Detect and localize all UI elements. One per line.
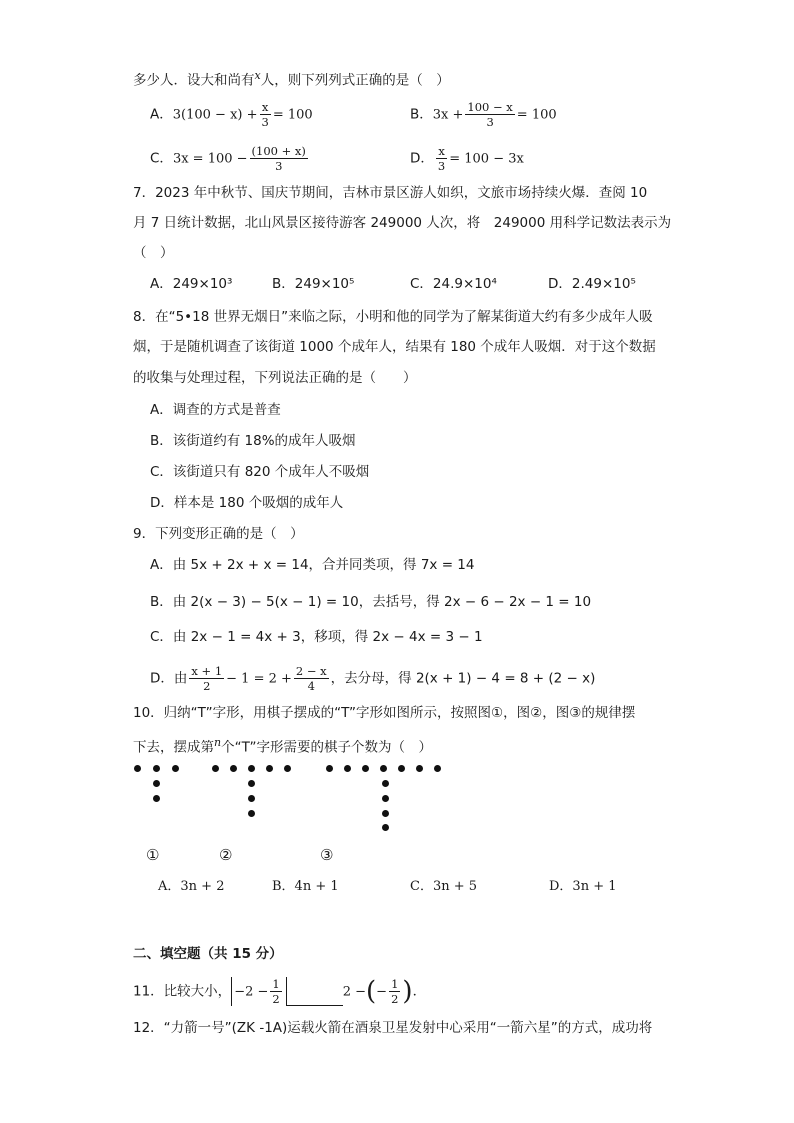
q10-option-d: D．3n + 1 bbox=[549, 879, 617, 894]
figure-label-2: ② bbox=[219, 846, 233, 864]
chess-piece bbox=[326, 765, 333, 772]
chess-piece bbox=[380, 765, 387, 772]
q9-option-d: D．由 $\frac{x + 1}{2}$ − 1 = 2 + $\frac{2 - x}{4}$ ，去分母，得 2(x + 1) − 4 = 8 + (2 − x) bbox=[150, 664, 596, 693]
chess-piece bbox=[434, 765, 441, 772]
figure-label-3: ③ bbox=[320, 846, 334, 864]
answer-blank[interactable] bbox=[287, 991, 343, 1006]
q10-option-a: A．3n + 2 bbox=[158, 879, 225, 894]
q10-option-c: C．3n + 5 bbox=[410, 879, 478, 894]
section-title: 二、填空题（共 15 分） bbox=[133, 946, 283, 962]
chess-piece bbox=[230, 765, 237, 772]
chess-piece bbox=[416, 765, 423, 772]
q8-option-a: A．调查的方式是普查 bbox=[150, 402, 281, 418]
chess-piece bbox=[266, 765, 273, 772]
q7-line-1: 7．2023 年中秋节、国庆节期间，吉林市景区游人如织，文旅市场持续火爆．查阅 10 bbox=[133, 185, 648, 201]
chess-piece bbox=[248, 780, 255, 787]
q8-option-b: B．该街道约有 18%的成年人吸烟 bbox=[150, 433, 356, 449]
q6-option-c: C．3x = 100 − $\frac{(100 + x)}{3}$ bbox=[150, 144, 306, 173]
chess-piece bbox=[153, 780, 160, 787]
q9-stem: 9．下列变形正确的是（ ） bbox=[133, 526, 304, 542]
q7-option-b: B．249×10⁵ bbox=[272, 276, 355, 292]
q9-option-c: C．由 2x − 1 = 4x + 3，移项，得 2x − 4x = 3 − 1 bbox=[150, 629, 483, 645]
chess-piece bbox=[248, 765, 255, 772]
chess-piece bbox=[134, 765, 141, 772]
chess-piece bbox=[153, 795, 160, 802]
q8-line-2: 烟，于是随机调查了该街道 1000 个成年人，结果有 180 个成年人吸烟．对于这个数据 bbox=[133, 339, 656, 355]
q12-line-1: 12．“力箭一号”(ZK -1A)运载火箭在酒泉卫星发射中心采用“一箭六星”的方式，成功将 bbox=[133, 1020, 653, 1036]
q8-option-c: C．该街道只有 820 个成年人不吸烟 bbox=[150, 464, 370, 480]
chess-piece bbox=[172, 765, 179, 772]
chess-piece bbox=[382, 795, 389, 802]
figure-label-1: ① bbox=[146, 846, 160, 864]
chess-piece bbox=[212, 765, 219, 772]
q11-line: 11．比较大小， −2 − $\frac{1}{2}$ 2 −(− $\frac{1}{2}$ )． bbox=[133, 976, 427, 1007]
q7-option-a: A．249×10³ bbox=[150, 276, 233, 292]
chess-piece bbox=[153, 765, 160, 772]
q8-option-d: D．样本是 180 个吸烟的成年人 bbox=[150, 495, 344, 511]
chess-piece bbox=[248, 810, 255, 817]
q9-option-b: B．由 2(x − 3) − 5(x − 1) = 10，去括号，得 2x − 6 − 2x − 1 = 10 bbox=[150, 594, 592, 610]
q6-option-a: A．3(100 − x) + $\frac{x}{3}$ = 100 bbox=[150, 100, 313, 129]
q8-line-3: 的收集与处理过程，下列说法正确的是（ ） bbox=[133, 370, 417, 386]
q6-option-d: D． $\frac{x}{3}$ = 100 − 3x bbox=[410, 144, 524, 173]
q7-line-2: 月 7 日统计数据，北山风景区接待游客 249000 人次，将 249000 用科学记数法表示为 bbox=[133, 215, 672, 231]
q7-option-c: C．24.9×10⁴ bbox=[410, 276, 497, 292]
chess-piece bbox=[382, 810, 389, 817]
q8-line-1: 8．在“5•18 世界无烟日”来临之际，小明和他的同学为了解某街道大约有多少成年人吸 bbox=[133, 309, 653, 325]
q6-option-b: B．3x + $\frac{100 - x}{3}$ = 100 bbox=[410, 100, 557, 129]
q10-line-2: 下去，摆成第$^n$个“T”字形需要的棋子个数为（ ） bbox=[133, 736, 433, 756]
q7-line-3: （ ） bbox=[133, 245, 174, 261]
q6-stem: 多少人．设大和尚有$^x$人，则下列列式正确的是（ ） bbox=[133, 69, 450, 89]
chess-piece bbox=[398, 765, 405, 772]
chess-piece bbox=[362, 765, 369, 772]
q10-line-1: 10．归纳“T”字形，用棋子摆成的“T”字形如图所示，按照图①，图②，图③的规律摆 bbox=[133, 705, 636, 721]
q7-option-d: D．2.49×10⁵ bbox=[548, 276, 636, 292]
chess-piece bbox=[382, 780, 389, 787]
q9-option-a: A．由 5x + 2x + x = 14，合并同类项，得 7x = 14 bbox=[150, 557, 475, 573]
chess-piece bbox=[382, 824, 389, 831]
chess-piece bbox=[248, 795, 255, 802]
chess-piece bbox=[344, 765, 351, 772]
q10-option-b: B．4n + 1 bbox=[272, 879, 339, 894]
chess-piece bbox=[284, 765, 291, 772]
